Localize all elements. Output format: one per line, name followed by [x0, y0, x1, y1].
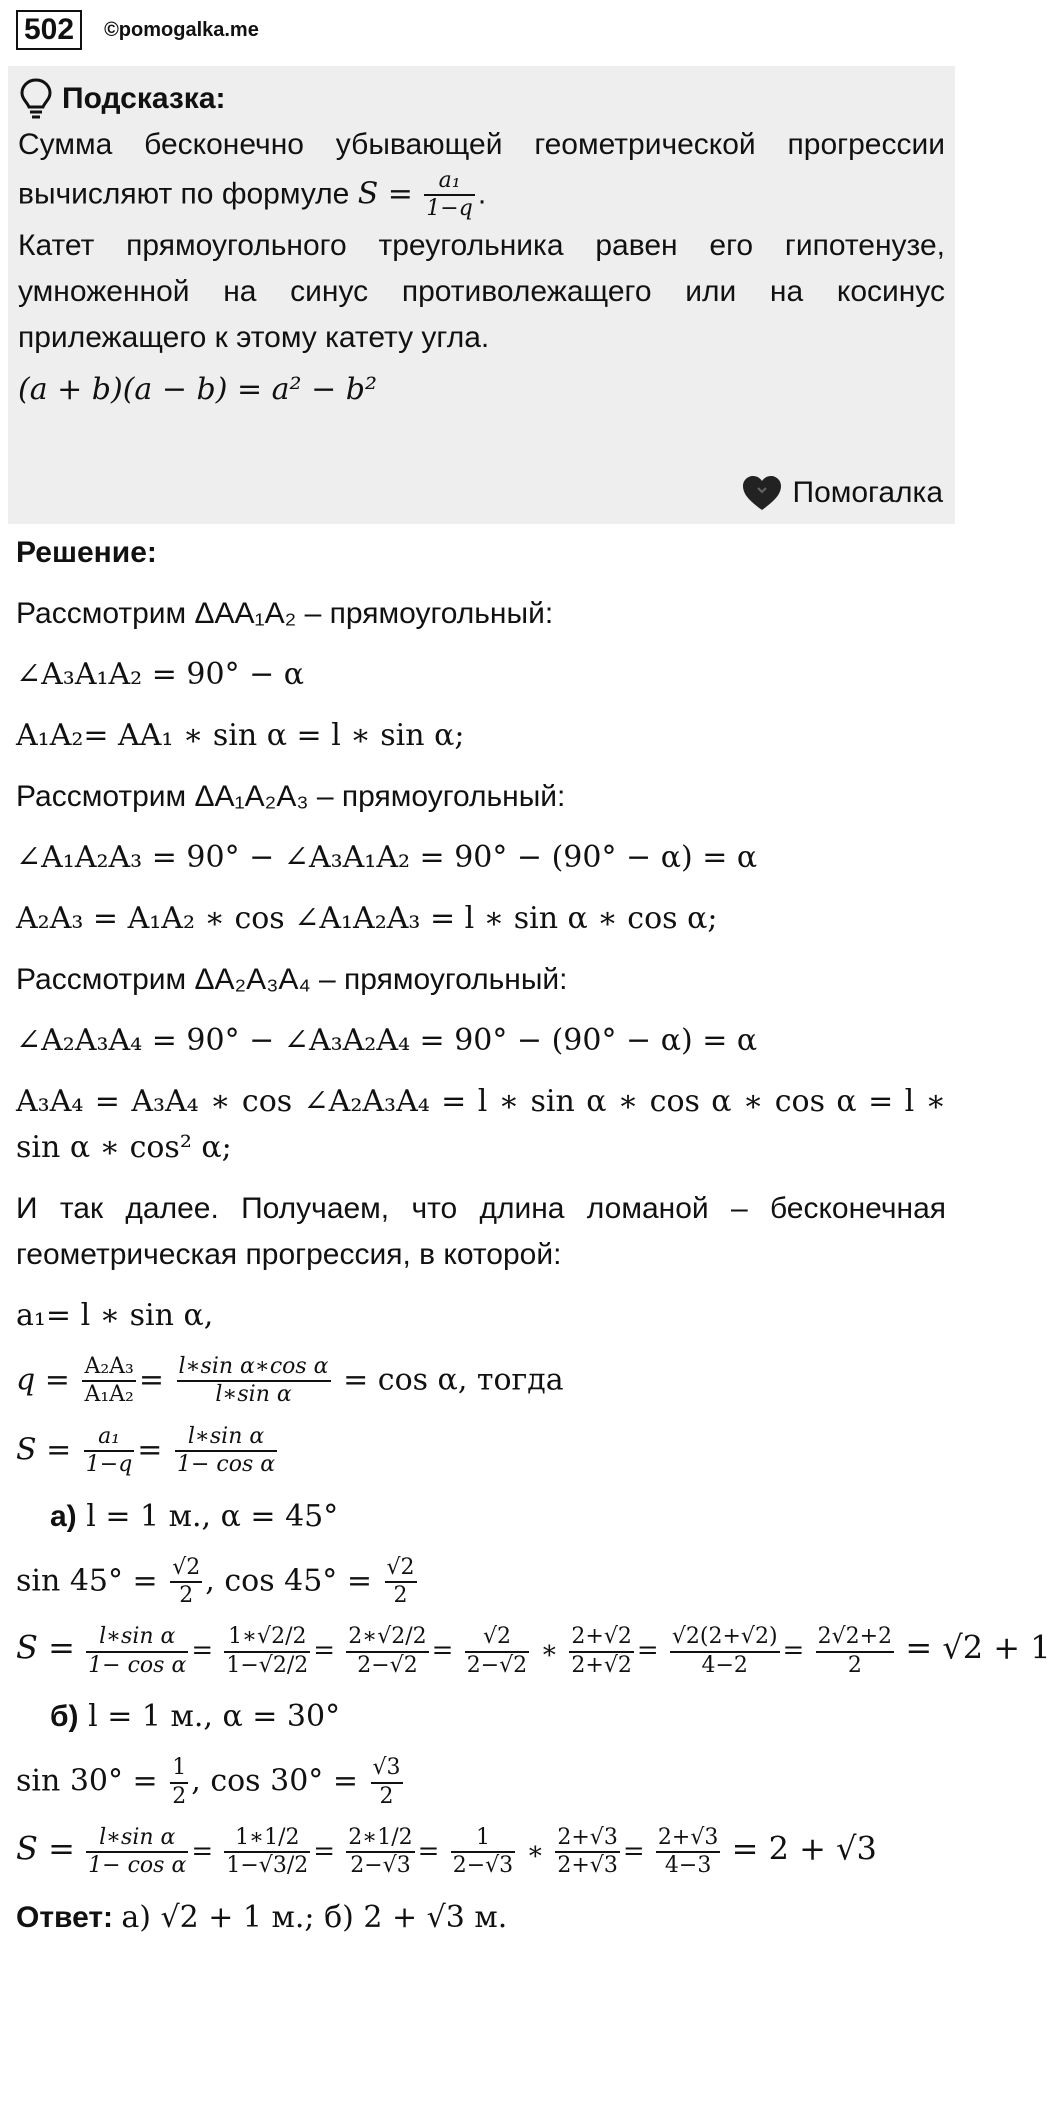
case-a-condition: а) l = 1 м., α = 45°	[50, 1498, 339, 1534]
case-b-computation: S = $\frac{\text{l∗sin α}}{\text{1− cos α}}$ = $\frac{1∗1/2}{1-√3/2}$ = $\frac{2∗1/2}{2-√3}$ = $\frac{1}{2-√3}$ ∗ $\frac{2+√3}{2+√3}$ = $\frac{2+√3}{4-3}$ = 2 + √3	[16, 1824, 877, 1879]
answer-label: Ответ:	[16, 1900, 114, 1934]
hint-title: Подсказка:	[62, 82, 226, 115]
fraction: $\frac{\text{l∗sin α}}{\text{1− cos α}}$	[176, 1423, 276, 1478]
problem-number: 502	[16, 10, 82, 50]
hint-paragraph-2: Катет прямоугольного треугольника равен его гипотенузе, умноженной на синус противолежащего или на косинус прилежащего к этому катету угла.	[18, 228, 945, 354]
case-a-computation: S = $\frac{\text{l∗sin α}}{\text{1− cos α}}$ = $\frac{1∗√2/2}{1-√2/2}$ = $\frac{2∗√2/2}{2-√2}$ = $\frac{√2}{2-√2}$ ∗ $\frac{2+√2}{2+√2}$ = $\frac{√2(2+√2)}{4-2}$ = $\frac{2√2+2}{2}$ = √2 + 1	[16, 1624, 1051, 1678]
fraction: $\frac{2+√2}{2+√2}$	[571, 1624, 632, 1678]
hint-title-row	[18, 76, 945, 122]
solution-line: Рассмотрим ΔA₂A₃A₄ – прямоугольный:	[16, 963, 568, 996]
solution-title: Решение:	[16, 536, 157, 569]
site-watermark[interactable]: ©pomogalka.me	[104, 18, 259, 41]
fraction: $\frac{\text{l∗sin α∗cos α}}{\text{l∗sin α}}$	[178, 1354, 329, 1408]
fraction: $\frac{1}{2}$	[172, 1755, 187, 1809]
solution-line: Рассмотрим ΔAA₁A₂ – прямоугольный:	[16, 597, 554, 630]
case-b-values: sin 30° = $\frac{1}{2}$ , cos 30° = $\frac{√3}{2}$	[16, 1755, 401, 1809]
fraction: $\frac{√2}{2}$	[386, 1554, 415, 1608]
solution-line: ∠A₃A₁A₂ = 90° − α	[16, 657, 305, 692]
solution	[16, 530, 1051, 1941]
solution-line: И так далее. Получаем, что длина ломаной – бесконечная геометрическая прогрессия, в которой:	[16, 1192, 946, 1271]
hint-paragraph-1: Сумма бесконечно убывающей геометрической прогрессии вычисляют по формуле S = $\frac{\text{a₁}}{1-q}$ .	[18, 128, 945, 222]
answer	[16, 1895, 946, 1941]
fraction: $\frac{2√2+2}{2}$	[817, 1624, 893, 1678]
heart-icon	[741, 474, 783, 512]
q-formula: q = $\frac{\text{A₂A₃}}{\text{A₁A₂}}$ = $\frac{\text{l∗sin α∗cos α}}{\text{l∗sin α}}$ = cos α, тогда	[16, 1354, 564, 1408]
fraction: $\frac{\text{a₁}}{1-q}$	[85, 1423, 133, 1478]
fraction: $\frac{1∗1/2}{1-√3/2}$	[226, 1824, 309, 1879]
formula-fraction: $\frac{\text{a₁}}{1-q}$	[426, 168, 473, 222]
solution-line: ∠A₁A₂A₃ = 90° − ∠A₃A₁A₂ = 90° − (90° − α) = α	[16, 840, 758, 875]
fraction: $\frac{√3}{2}$	[372, 1755, 401, 1809]
solution-line: A₁A₂= AA₁ ∗ sin α = l ∗ sin α;	[16, 718, 465, 753]
fraction: $\frac{\text{l∗sin α}}{\text{1− cos α}}$	[88, 1624, 187, 1678]
fraction: $\frac{1∗√2/2}{1-√2/2}$	[226, 1624, 309, 1678]
hint-text: Сумма бесконечно убывающей геометрической прогрессии вычисляют по формуле	[18, 128, 945, 211]
fraction: $\frac{2+√3}{4-3}$	[657, 1824, 719, 1879]
fraction: $\frac{\text{A₂A₃}}{\text{A₁A₂}}$	[84, 1354, 134, 1408]
case-a-values: sin 45° = $\frac{√2}{2}$ , cos 45° = $\frac{√2}{2}$	[16, 1554, 415, 1608]
lightbulb-icon	[18, 77, 54, 121]
fraction: $\frac{2+√3}{2+√3}$	[557, 1824, 618, 1879]
fraction: $\frac{√2}{2-√2}$	[466, 1624, 528, 1678]
fraction: $\frac{\text{l∗sin α}}{\text{1− cos α}}$	[88, 1824, 187, 1879]
brand[interactable]	[741, 474, 944, 512]
hint-box	[8, 66, 955, 524]
fraction: $\frac{2∗√2/2}{2-√2}$	[348, 1624, 427, 1678]
solution-line: ∠A₂A₃A₄ = 90° − ∠A₃A₂A₄ = 90° − (90° − α) = α	[16, 1023, 758, 1058]
solution-line: A₂A₃ = A₁A₂ ∗ cos ∠A₁A₂A₃ = l ∗ sin α ∗ cos α;	[16, 901, 718, 936]
header	[16, 10, 259, 50]
solution-line: A₃A₄ = A₃A₄ ∗ cos ∠A₂A₃A₄ = l ∗ sin α ∗ cos α ∗ cos α = l ∗ sin α ∗ cos² α;	[16, 1084, 946, 1165]
formula-s-left: S =	[357, 176, 413, 212]
solution-line: Рассмотрим ΔA₁A₂A₃ – прямоугольный:	[16, 780, 566, 813]
fraction: $\frac{√2}{2}$	[172, 1554, 201, 1608]
hint-formula-3: (a + b)(a − b) = a² − b²	[18, 371, 377, 407]
fraction: $\frac{2∗1/2}{2-√3}$	[348, 1824, 413, 1879]
brand-name: Помогалка	[792, 476, 943, 509]
solution-line: a₁= l ∗ sin α,	[16, 1298, 214, 1333]
fraction: $\frac{√2(2+√2)}{4-2}$	[671, 1624, 778, 1678]
case-b-condition: б) l = 1 м., α = 30°	[50, 1699, 341, 1735]
answer-text: а) √2 + 1 м.; б) 2 + √3 м.	[121, 1899, 508, 1935]
fraction: $\frac{1}{2-√3}$	[452, 1824, 514, 1879]
s-formula: S = $\frac{\text{a₁}}{1-q}$ = $\frac{\text{l∗sin α}}{\text{1− cos α}}$	[16, 1423, 276, 1478]
